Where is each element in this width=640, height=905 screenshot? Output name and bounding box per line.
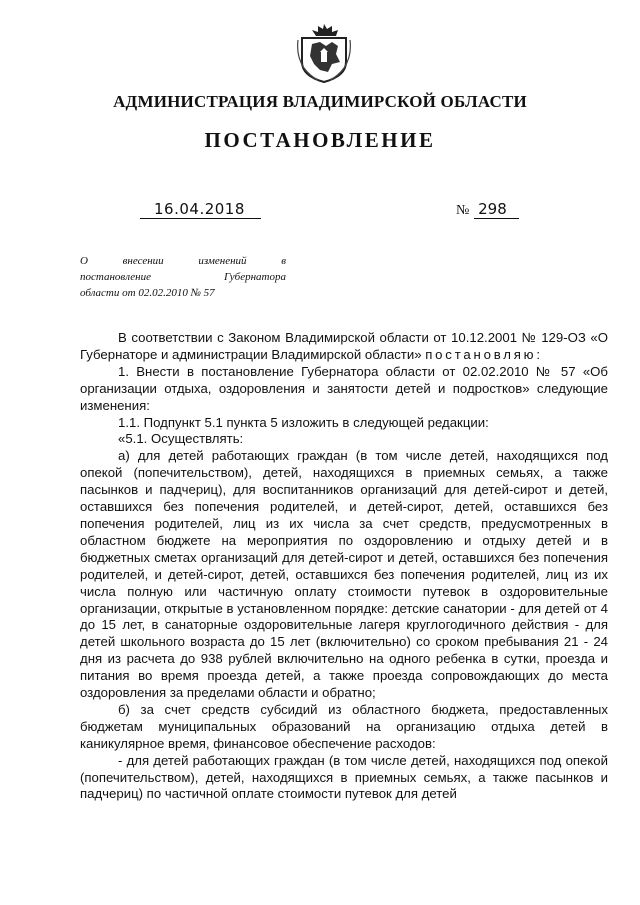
body-paragraph: - для детей работающих граждан (в том числе детей, находящихся под опекой (попечительством), детей, находящихся в приемных семьях, а также пасынков и падчериц) по частичной оплате стоимости путевок для детей [80,752,608,802]
resolution-keyword: постановляю: [425,346,543,362]
preamble-text: В соответствии с Законом Владимирской области от 10.12.2001 № 129-ОЗ «О Губернаторе и администрации Владимирской области» [80,330,608,362]
body-paragraph: «5.1. Осуществлять: [118,431,244,447]
coat-of-arms-emblem [296,22,352,84]
preamble-paragraph [80,330,608,364]
body-paragraph: 1.1. Подпункт 5.1 пункта 5 изложить в следующей редакции: [118,414,489,430]
document-body [80,330,608,803]
subject-line: постановление Губернатора [80,271,286,283]
number-label: № [456,203,470,218]
organization-title: АДМИНИСТРАЦИЯ ВЛАДИМИРСКОЙ ОБЛАСТИ [113,92,527,111]
document-type-title: ПОСТАНОВЛЕНИЕ [204,128,436,152]
document-date [140,200,260,219]
body-paragraph: а) для детей работающих граждан (в том числе детей, находящихся под опекой (попечительством), детей, находящихся в приемных семьях, а также пасынков и падчериц), для воспитанников организаций для детей-сирот и детей, оставшихся без попечения родителей, и детей-сирот, детей, оставшихся без попечения родителей, лиц из их числа за счет средств, предусмотренных в областном бюджете на мероприятия по оздоровлению и отдыху детей и в бюджетных сметах организаций для детей-сирот и детей, оставшихся без попечения родителей, и детей-сирот, детей, оставшихся без попечения родителей, лиц из их числа полную или частичную оплату стоимости путевок в оздоровительные организации, открытые в установленном порядке: детские санатории - для детей от 4 до 15 лет, в санаторные оздоровительные лагеря круглогодичного действия - для детей школьного возраста до 15 лет (включительно) со сроком пребывания 21 - 24 дня из расчета до 938 рублей включительно на одного ребенка в сутки, проезда и питания во время проезда детей, а также проезда сопровождающих до места оздоровления за пределами области и обратно; [80,448,608,701]
document-number-value: 298 [474,201,519,219]
document-date-value: 16.04.2018 [140,201,261,219]
body-paragraph: б) за счет средств субсидий из областного бюджета, предоставленных бюджетам муниципальных образований на организацию отдыха детей в каникулярное время, финансовое обеспечение расходов: [80,701,608,751]
document-subject [80,253,286,301]
subject-line: О внесении изменений в [80,255,286,267]
subject-line: области от 02.02.2010 № 57 [80,287,215,299]
body-paragraph: 1. Внести в постановление Губернатора области от 02.02.2010 № 57 «Об организации отдыха, оздоровления и занятости детей и подростков» следующие изменения: [80,363,608,413]
document-number [456,200,536,219]
